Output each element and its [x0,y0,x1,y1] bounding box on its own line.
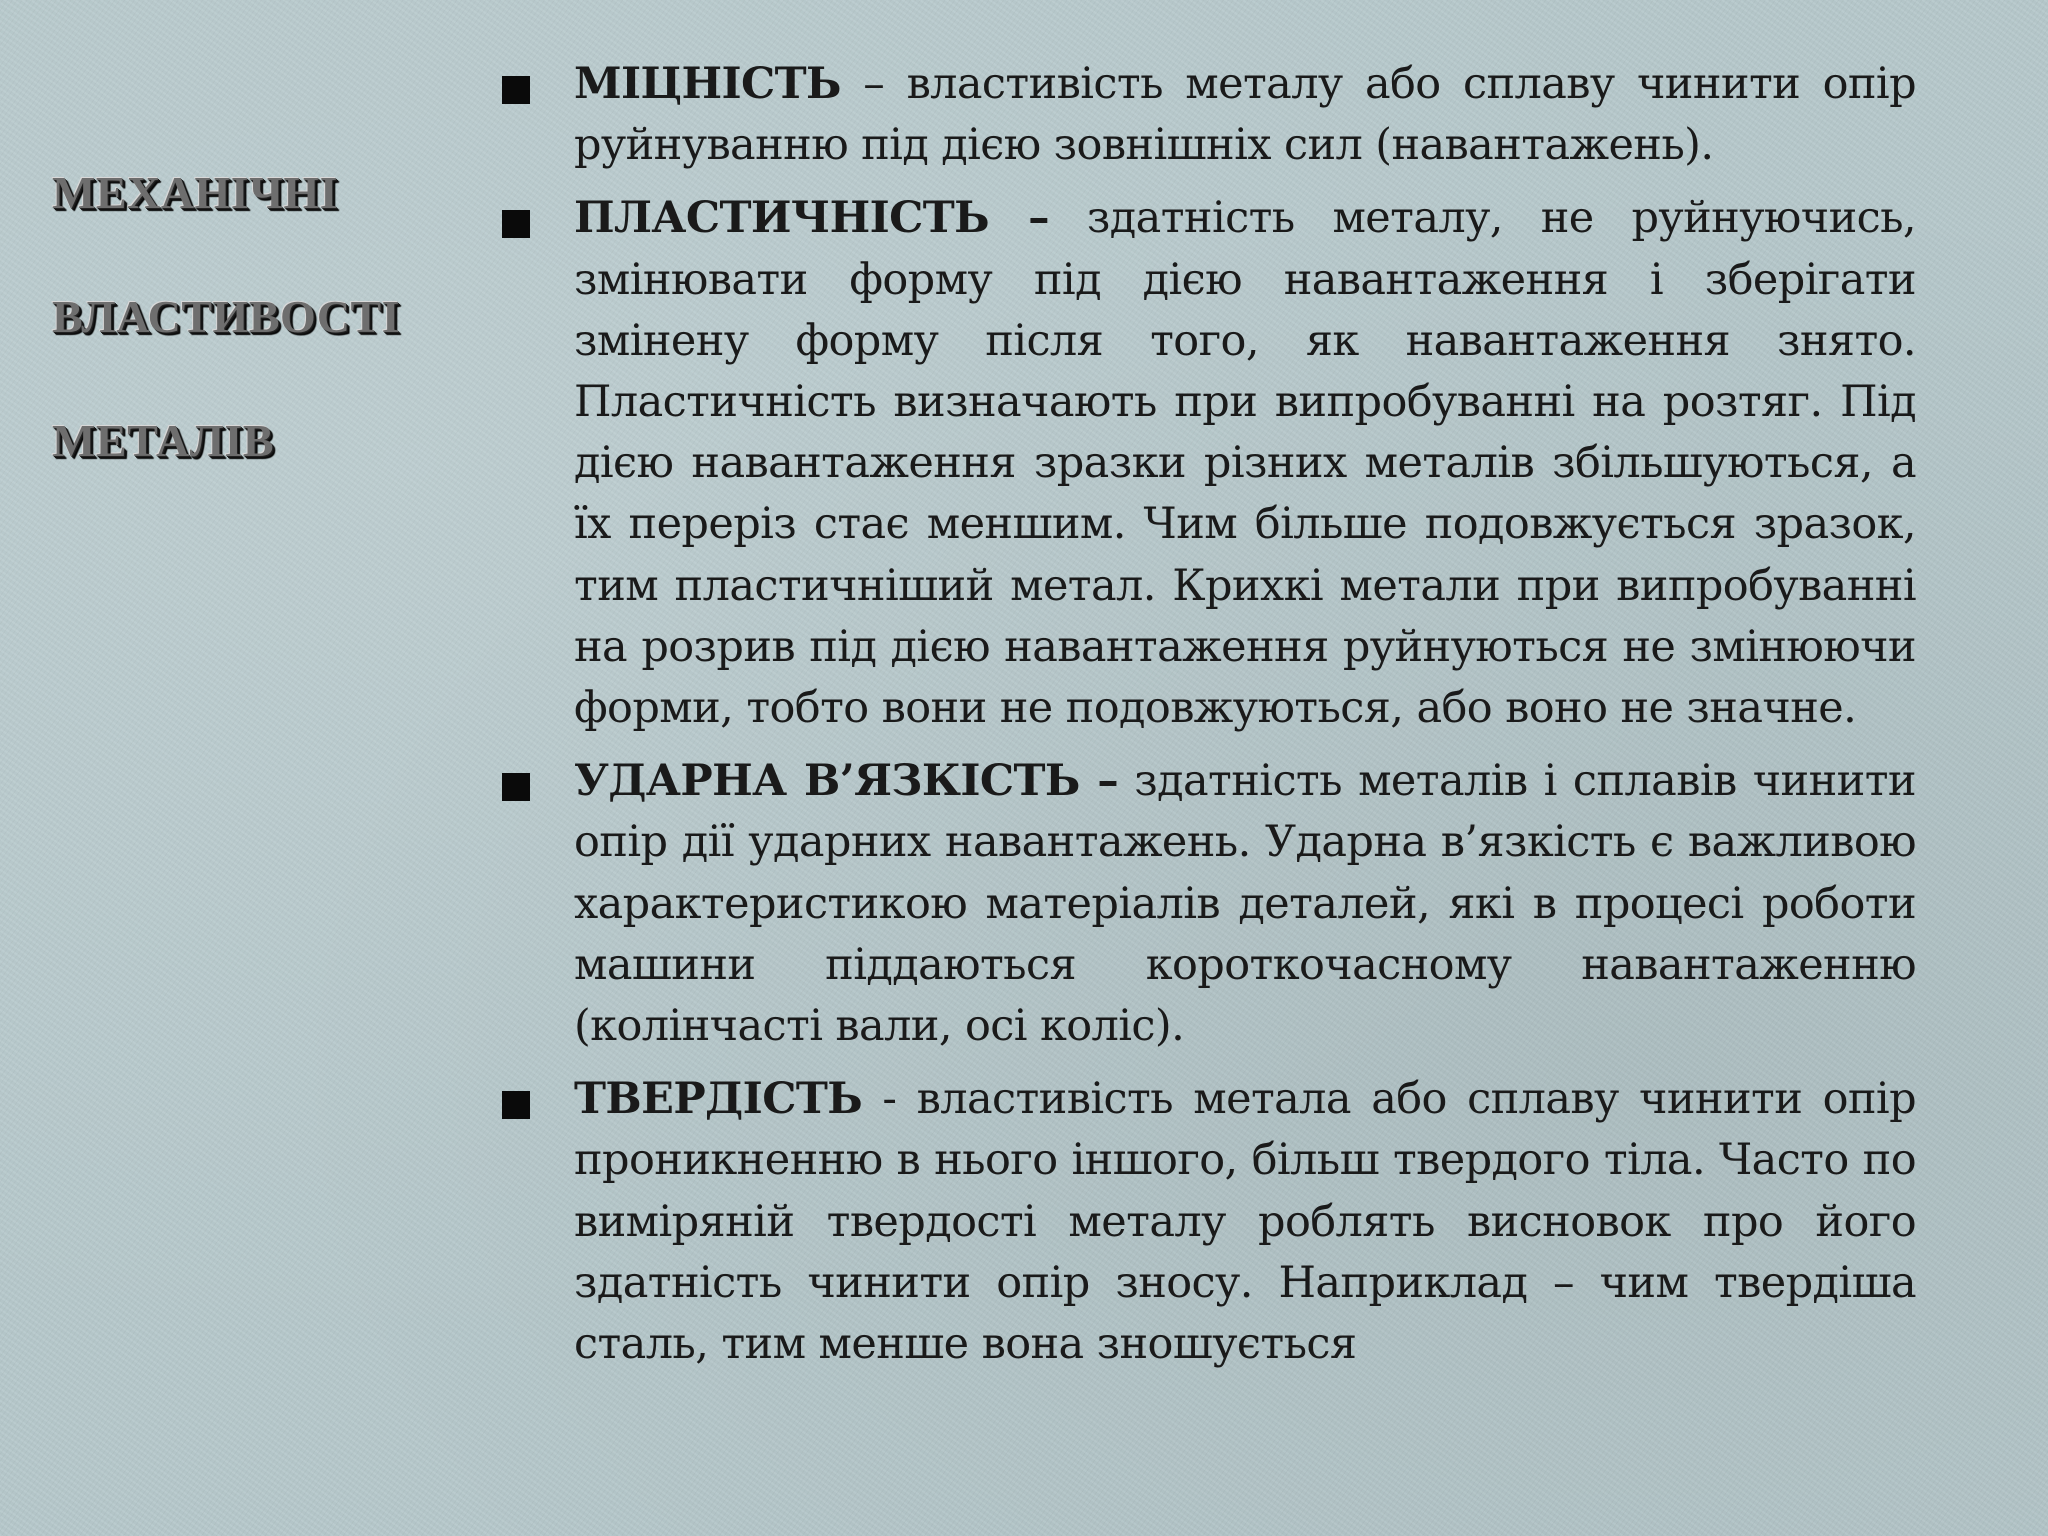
term-definition: здатність металу, не руйнуючись, змінювати форму під дією навантаження і зберігати змінену форму після того, як навантаження знято. Пластичність визначають при випробуванні на розтяг. Під дією навантаження зразки різних металів збільшуються, а їх переріз стає меншим. Чим більше подовжується зразок, тим пластичніший метал. Крихкі метали при випробуванні на розрив під дією навантаження руйнуються не змінюючи форми, тобто вони не подовжуються, або воно не значне. [574,193,1917,734]
list-item-strength [496,54,1916,176]
side-title-line-3: МЕТАЛІВ [52,415,275,466]
term-definition: здатність металів і сплавів чинити опір дії ударних навантажень. Ударна в’язкість є важливою характеристикою матеріалів деталей, які в процесі роботи машини піддаються короткочасному навантаженню (колінчасті вали, осі коліс). [574,756,1916,1052]
square-bullet-icon [502,76,530,104]
list-item-text [574,751,1916,1057]
term-definition: – властивість металу або сплаву чинити опір руйнуванню під дією зовнішніх сил (навантажень). [574,59,1916,171]
properties-list [496,54,1916,1387]
square-bullet-icon [502,773,530,801]
term-label: ПЛАСТИЧНІСТЬ – [574,193,1050,244]
list-item-text [574,188,1916,739]
list-item-text [574,54,1916,176]
list-item-plasticity [496,188,1916,739]
list-item-hardness [496,1069,1916,1375]
term-label: МІЦНІСТЬ [574,59,841,109]
list-item-impact-toughness [496,751,1916,1057]
side-title-line-1: МЕХАНІЧНІ [52,167,339,218]
list-item-text [574,1069,1916,1375]
square-bullet-icon [502,210,530,238]
term-label: УДАРНА В’ЯЗКІСТЬ – [574,756,1119,807]
side-title [52,167,492,542]
square-bullet-icon [502,1091,530,1119]
term-label: ТВЕРДІСТЬ [574,1074,863,1125]
term-definition: - властивість метала або сплаву чинити опір проникненню в нього іншого, більш твердого тіла. Часто по виміряній твердості металу роблять висновок про його здатність чинити опір зносу. Наприклад – чим твердіша сталь, тим менше вона зношується [574,1074,1916,1370]
side-title-line-2: ВЛАСТИВОСТІ [52,291,401,342]
